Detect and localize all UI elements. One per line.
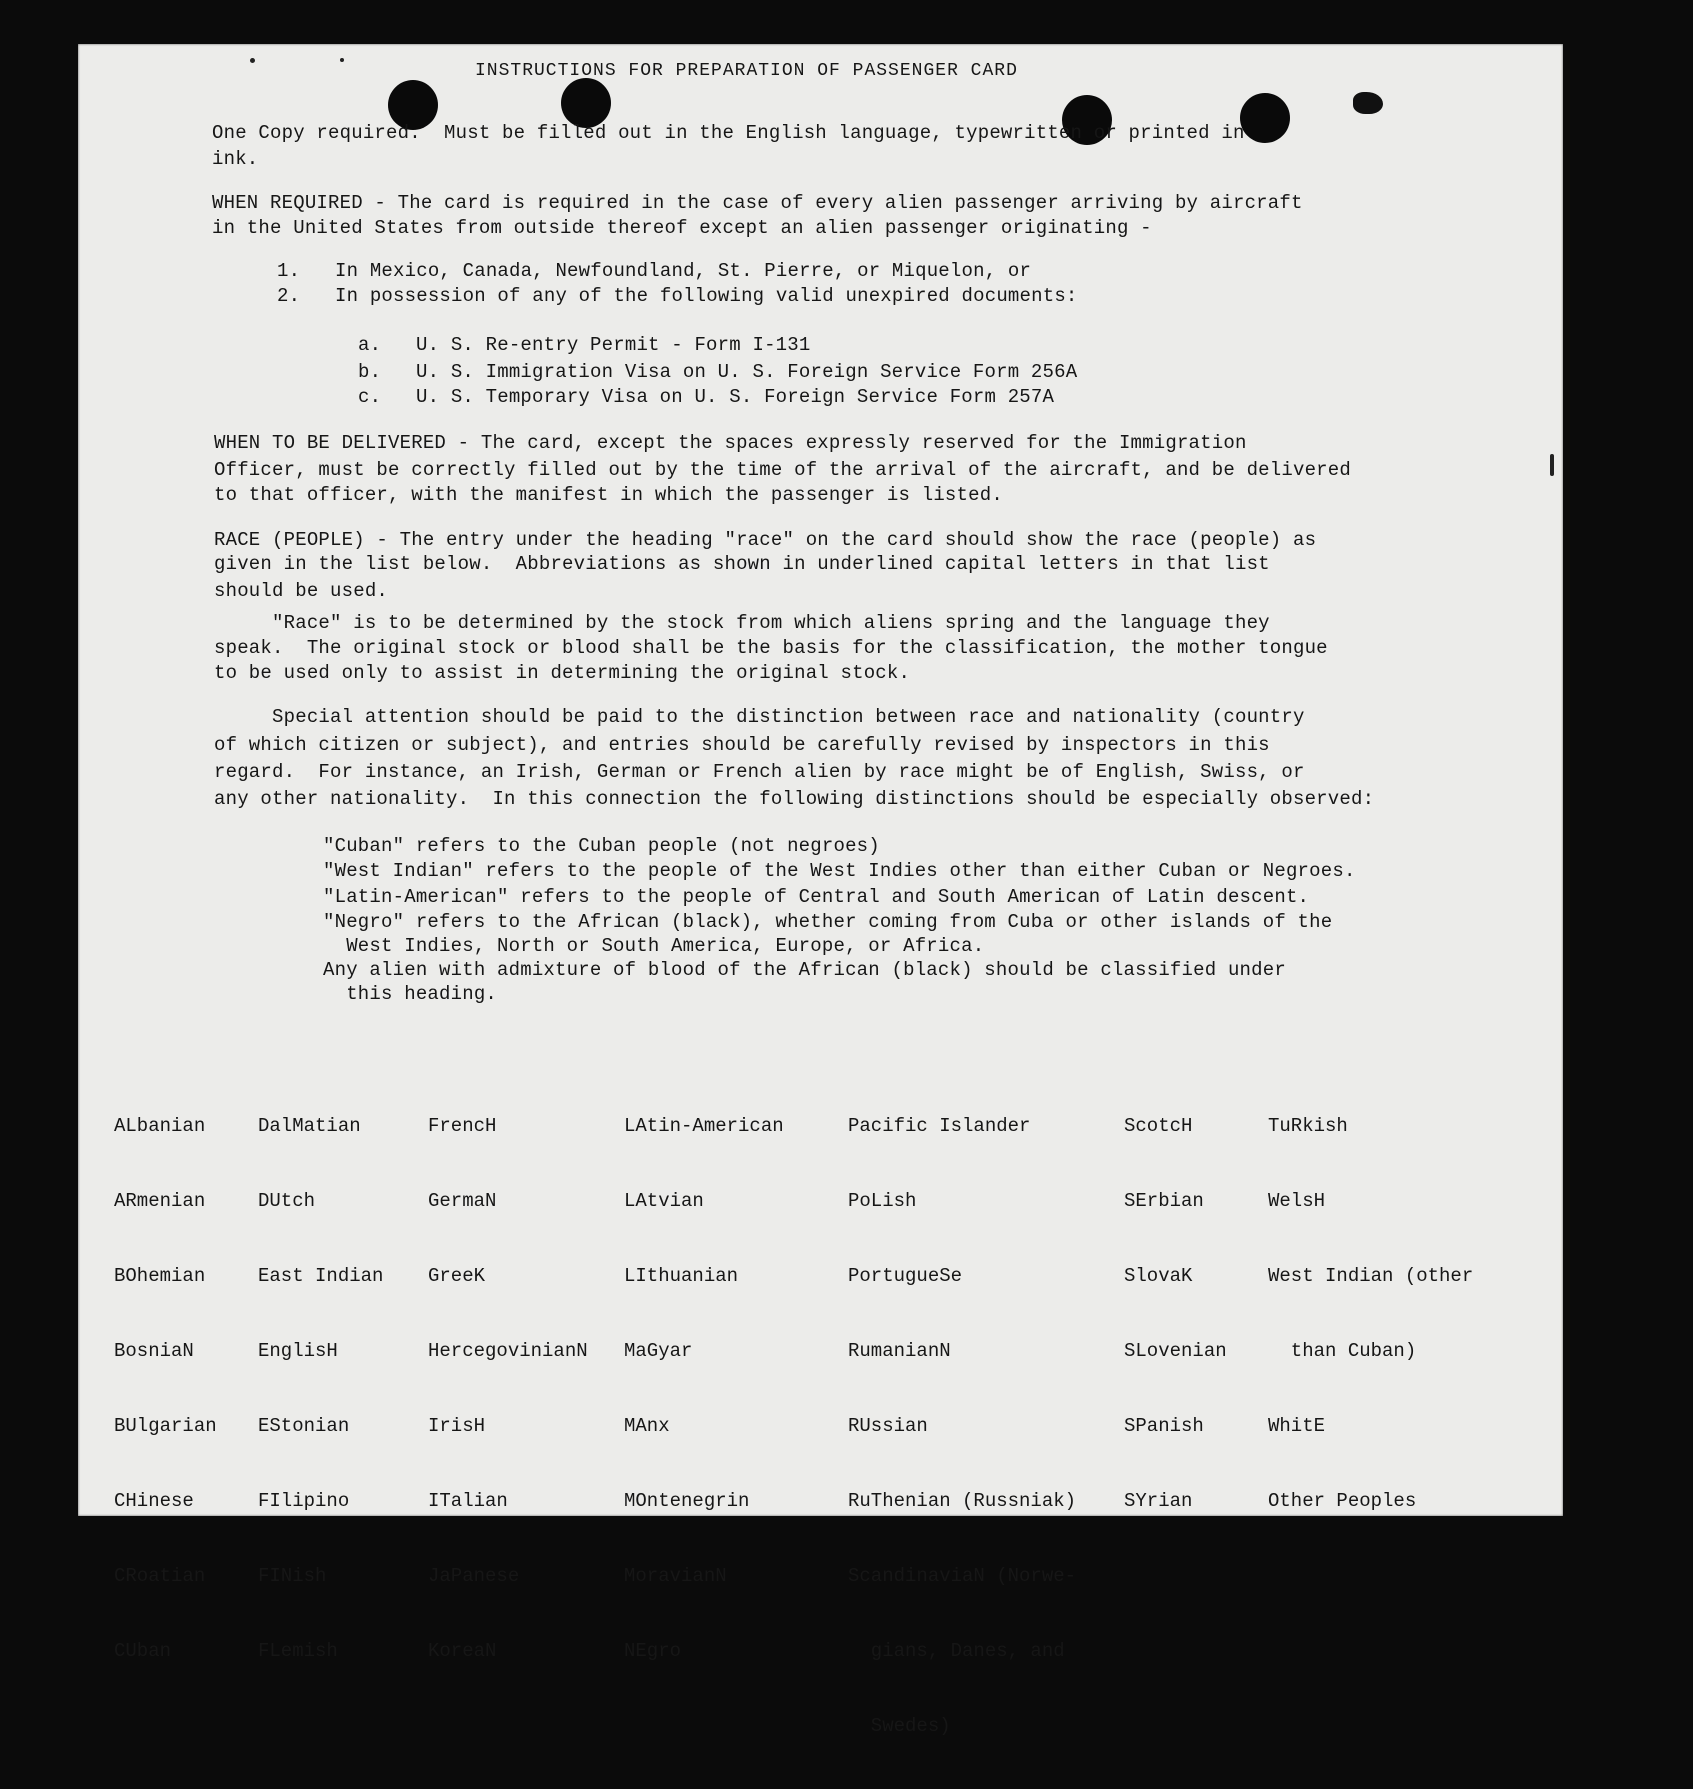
special-attention-line: regard. For instance, an Irish, German or French alien by race might be of English, Swiss, or: [214, 761, 1305, 783]
race-entry: IrisH: [428, 1415, 486, 1437]
distinction-line: "Negro" refers to the African (black), whether coming from Cuba or other islands of the: [323, 911, 1333, 933]
race-list-column: [258, 1064, 383, 1714]
race-entry: WhitE: [1268, 1415, 1326, 1437]
distinction-line: "Cuban" refers to the Cuban people (not negroes): [323, 835, 880, 857]
race-entry: BosniaN: [114, 1340, 194, 1362]
race-definition-line: "Race" is to be determined by the stock from which aliens spring and the language they: [214, 612, 1270, 634]
requirement-item: 1. In Mexico, Canada, Newfoundland, St. Pierre, or Miquelon, or: [277, 260, 1032, 282]
race-entry: ALbanian: [114, 1115, 206, 1137]
race-entry: ITalian: [428, 1490, 508, 1512]
race-entry: BOhemian: [114, 1265, 206, 1287]
race-people-line: RACE (PEOPLE) - The entry under the heading "race" on the card should show the race (people) as: [214, 529, 1317, 551]
race-entry: ARmenian: [114, 1190, 206, 1212]
when-required-line: in the United States from outside thereof except an alien passenger originating -: [212, 217, 1152, 239]
race-entry: Swedes): [848, 1715, 951, 1737]
document-page: [78, 44, 1563, 1737]
race-entry: CHinese: [114, 1490, 194, 1512]
race-entry: Other Peoples: [1268, 1490, 1417, 1512]
race-entry: DalMatian: [258, 1115, 361, 1137]
distinction-line: West Indies, North or South America, Europe, or Africa.: [323, 935, 985, 957]
race-entry: MaGyar: [624, 1340, 693, 1362]
document-subitem: a. U. S. Re-entry Permit - Form I-131: [358, 334, 811, 356]
race-entry: HercegovinianN: [428, 1340, 588, 1362]
race-entry: LIthuanian: [624, 1265, 739, 1287]
speck: [250, 58, 255, 63]
race-list-column: [114, 1064, 217, 1714]
intro-line: One Copy required. Must be filled out in the English language, typewritten or printed in: [212, 122, 1245, 144]
race-entry: FLemish: [258, 1640, 338, 1662]
race-entry: ScotcH: [1124, 1115, 1193, 1137]
race-entry: SYrian: [1124, 1490, 1193, 1512]
race-entry: RuThenian (Russniak): [848, 1490, 1077, 1512]
race-entry: PoLish: [848, 1190, 917, 1212]
race-people-line: given in the list below. Abbreviations as shown in underlined capital letters in that list: [214, 553, 1270, 575]
requirement-item: 2. In possession of any of the following valid unexpired documents:: [277, 285, 1078, 307]
race-entry: NEgro: [624, 1640, 682, 1662]
race-entry: SLovenian: [1124, 1340, 1227, 1362]
race-entry: TuRkish: [1268, 1115, 1348, 1137]
race-entry: West Indian (other: [1268, 1265, 1474, 1287]
page-title: INSTRUCTIONS FOR PREPARATION OF PASSENGER CARD: [475, 61, 1018, 81]
race-entry: CRoatian: [114, 1565, 206, 1587]
race-entry: ScandinaviaN (Norwe-: [848, 1565, 1077, 1587]
when-delivered-line: to that officer, with the manifest in which the passenger is listed.: [214, 484, 1003, 506]
when-delivered-line: WHEN TO BE DELIVERED - The card, except the spaces expressly reserved for the Immigration: [214, 432, 1247, 454]
race-entry: LAtin-American: [624, 1115, 784, 1137]
race-entry: FINish: [258, 1565, 327, 1587]
race-entry: East Indian: [258, 1265, 384, 1287]
distinction-line: this heading.: [323, 983, 498, 1005]
race-entry: SPanish: [1124, 1415, 1204, 1437]
race-entry: gians, Danes, and: [848, 1640, 1065, 1662]
intro-line: ink.: [212, 148, 259, 170]
race-entry: JaPanese: [428, 1565, 520, 1587]
race-entry: SlovaK: [1124, 1265, 1193, 1287]
race-entry: DUtch: [258, 1190, 316, 1212]
race-entry: Pacific Islander: [848, 1115, 1031, 1137]
race-entry: BUlgarian: [114, 1415, 217, 1437]
race-entry: FrencH: [428, 1115, 497, 1137]
race-entry: MoravianN: [624, 1565, 727, 1587]
race-list-column: [1268, 1064, 1473, 1564]
document-subitem: b. U. S. Immigration Visa on U. S. Foreign Service Form 256A: [358, 361, 1078, 383]
race-definition-line: to be used only to assist in determining the original stock.: [214, 662, 911, 684]
race-entry: WelsH: [1268, 1190, 1326, 1212]
race-list-column: [624, 1064, 784, 1714]
race-entry: MOntenegrin: [624, 1490, 750, 1512]
distinction-line: "Latin-American" refers to the people of Central and South American of Latin descent.: [323, 886, 1310, 908]
race-entry: PortugueSe: [848, 1265, 963, 1287]
race-entry: RUssian: [848, 1415, 928, 1437]
race-entry: GermaN: [428, 1190, 497, 1212]
race-entry: FIlipino: [258, 1490, 350, 1512]
race-entry: than Cuban): [1268, 1340, 1417, 1362]
race-definition-line: speak. The original stock or blood shall be the basis for the classification, the mother tongue: [214, 637, 1328, 659]
ink-blot: [1353, 92, 1383, 114]
special-attention-line: of which citizen or subject), and entries should be carefully revised by inspectors in this: [214, 734, 1270, 756]
when-delivered-line: Officer, must be correctly filled out by the time of the arrival of the aircraft, and be delivered: [214, 459, 1351, 481]
race-entry: MAnx: [624, 1415, 670, 1437]
special-attention-line: Special attention should be paid to the distinction between race and nationality (country: [214, 706, 1305, 728]
speck: [340, 58, 344, 62]
race-entry: EnglisH: [258, 1340, 338, 1362]
special-attention-line: any other nationality. In this connection the following distinctions should be especially observed:: [214, 788, 1375, 810]
race-entry: CUban: [114, 1640, 172, 1662]
race-entry: KoreaN: [428, 1640, 497, 1662]
race-list-column: [1124, 1064, 1227, 1564]
distinction-line: Any alien with admixture of blood of the African (black) should be classified under: [323, 959, 1286, 981]
document-subitem: c. U. S. Temporary Visa on U. S. Foreign Service Form 257A: [358, 386, 1055, 408]
race-list-column: [428, 1064, 588, 1714]
race-entry: EStonian: [258, 1415, 350, 1437]
when-required-line: WHEN REQUIRED - The card is required in the case of every alien passenger arriving by aircraft: [212, 192, 1303, 214]
race-people-line: should be used.: [214, 580, 389, 602]
race-entry: GreeK: [428, 1265, 486, 1287]
race-entry: SErbian: [1124, 1190, 1204, 1212]
race-list-column: [848, 1064, 1076, 1789]
speck: [1550, 454, 1554, 476]
race-entry: RumanianN: [848, 1340, 951, 1362]
distinction-line: "West Indian" refers to the people of the West Indies other than either Cuban or Negroes.: [323, 860, 1356, 882]
race-entry: LAtvian: [624, 1190, 704, 1212]
